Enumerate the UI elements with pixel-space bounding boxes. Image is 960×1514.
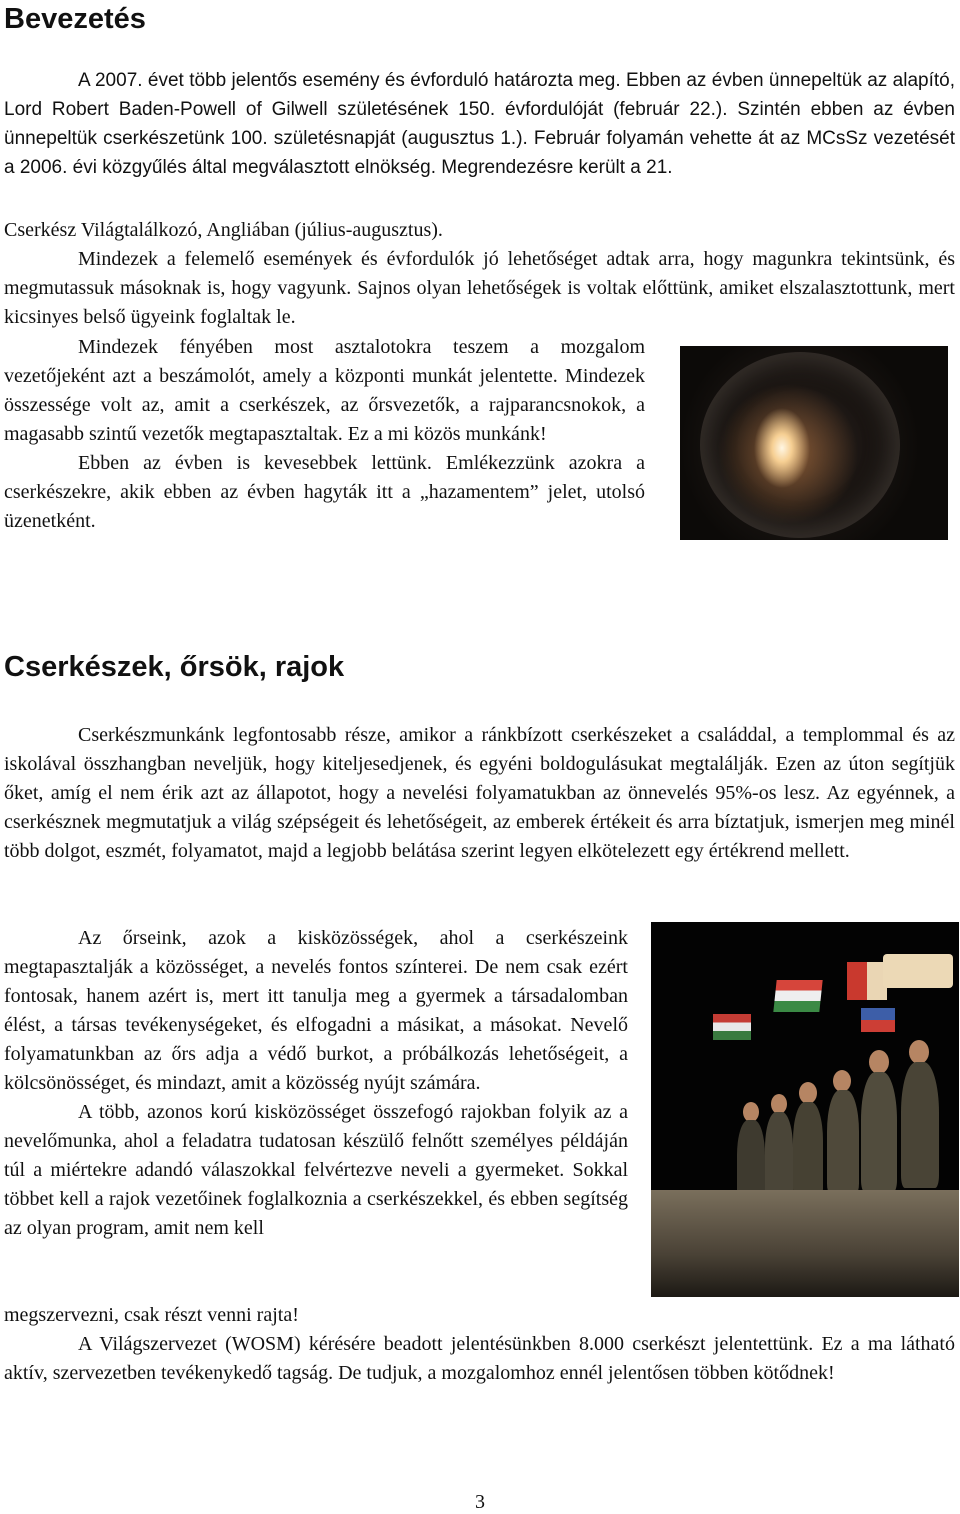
page-number: 3 bbox=[475, 1491, 485, 1513]
scouts-text-4: A Világszervezet (WOSM) kérésére beadott jelentésünkben 8.000 cserkészt jelentettünk. Ez a ma látható aktív, szervezetben tevékenykedő tagság. De tudjuk, a mozgalomhoz ennél jelentősen többen kötődnek! bbox=[4, 1333, 955, 1384]
lens-blur-ring bbox=[700, 352, 900, 538]
scouts-paragraph-2 bbox=[4, 924, 628, 1243]
intro-text-1b: Cserkész Világtalálkozó, Angliában (július-augusztus). bbox=[4, 219, 443, 241]
scout-head bbox=[833, 1070, 851, 1092]
scout-head bbox=[743, 1102, 759, 1122]
scout-head bbox=[869, 1050, 889, 1074]
scout-figure bbox=[827, 1090, 859, 1194]
candle-flame-photo bbox=[680, 346, 948, 540]
section-title-scouts: Cserkészek, őrsök, rajok bbox=[4, 651, 345, 683]
scouts-text-2: Az őrseink, azok a kisközösségek, ahol a cserkészeink megtapasztalják a közösséget, a nevelés fontos színterei. De nem csak ezért fontosak, hanem azért is, mert itt tanulja meg a gyermek a társadalomban élést, a társas tevékenységeket, és elfogadni a másikat, a másokat. Nevelő folyamatunkban az őrs adja a védő burkot, a próbálkozás lehetőségeit, a kölcsönösséget, és mindazt, amit a közösség nyújt számára. bbox=[4, 927, 628, 1094]
scouts-text-3: A több, azonos korú kisközösséget összefogó rajokban folyik az a nevelőmunka, ahol a feladatra tudatosan készülő felnőtt személyes példáján túl a miértekre adandó válaszokkal felvértezve neveli a gyermeket. Sokkal többet kell a rajok vezetőinek foglalkoznia a cserkészekkel, és ebben segítség az olyan program, amit nem kell bbox=[4, 1101, 628, 1239]
scout-figure bbox=[793, 1102, 823, 1198]
intro-paragraph-2 bbox=[4, 245, 955, 332]
intro-paragraph-3 bbox=[4, 333, 645, 536]
flag-left bbox=[773, 980, 822, 1012]
scout-head bbox=[909, 1040, 929, 1064]
intro-text-2: Mindezek a felemelő események és évfordulók jó lehetőséget adtak arra, hogy magunkra tekintsünk, és megmutassuk másoknak is, hogy vagyunk. Sajnos olyan lehetőségek is voltak előttünk, amiket elszalasztottunk, mert kicsinyes belső ügyeink foglaltak le. bbox=[4, 248, 955, 328]
scouts-paragraph-1 bbox=[4, 721, 955, 866]
scouts-text-1: Cserkészmunkánk legfontosabb része, amikor a ránkbízott cserkészeket a családdal, a templommal és az iskolával összhangban neveljük, hogy kiteljesedjenek, és egyéni boldogulásukat megtalálják. Ezen az úton segítjük őket, amíg el nem érik azt az állapotot, hogy a nevelési folyamatukban az önnevelés 95%-os lesz. Az egyénnek, a cserkésznek megmutatjuk a világ szépségeit és lehetőségeit, az emberek értékeit és arra bíztatjuk, ismerjen meg minél több dolgot, eszmét, folyamatot, majd a legjobb belátása szerint legyen elkötelezett egy értékrend mellett. bbox=[4, 724, 955, 862]
scout-head bbox=[799, 1082, 817, 1104]
flag-center bbox=[847, 962, 887, 1000]
flag-blue-red bbox=[861, 1008, 895, 1032]
scout-figure bbox=[861, 1072, 897, 1192]
scout-figure bbox=[765, 1112, 793, 1202]
intro-paragraph-1 bbox=[4, 66, 955, 182]
intro-paragraph-1b bbox=[4, 216, 955, 245]
flag-small bbox=[713, 1014, 751, 1040]
scout-ceremony-photo bbox=[651, 922, 959, 1297]
scout-figure bbox=[901, 1062, 939, 1188]
scouts-paragraph-3b bbox=[4, 1301, 955, 1388]
intro-text-1: A 2007. évet több jelentős esemény és évforduló határozta meg. Ebben az évben ünnepeltük az alapító, Lord Robert Baden-Powell of Gilwell születésének 150. évfordulóját (február 22.). Szintén ebben az évben ünnepeltük cserkészetünk 100. születésnapját (augusztus 1.). Február folyamán vehette át az MCsSz vezetését a 2006. évi közgyűlés által megválasztott elnökség. Megrendezésre került a 21. bbox=[4, 70, 955, 178]
stone-ledge bbox=[651, 1190, 959, 1297]
intro-text-4: Ebben az évben is kevesebbek lettünk. Emlékezzünk azokra a cserkészekre, akik ebben az évben hagyták itt a „hazamentem” jelet, utolsó üzenetként. bbox=[4, 452, 645, 532]
intro-text-3: Mindezek fényében most asztalotokra teszem a mozgalom vezetőjeként azt a beszámolót, amely a központi munkát jelentette. Mindezek összessége volt az, amit a cserkészek, az őrsvezetők, a rajparancsnokok, a magasabb szintű vezetők megtapasztaltak. Ez a mi közös munkánk! bbox=[4, 336, 645, 445]
pennant-right bbox=[883, 954, 953, 988]
scout-head bbox=[771, 1094, 787, 1114]
section-title-intro: Bevezetés bbox=[4, 3, 146, 35]
scouts-text-3b: megszervezni, csak részt venni rajta! bbox=[4, 1304, 299, 1326]
